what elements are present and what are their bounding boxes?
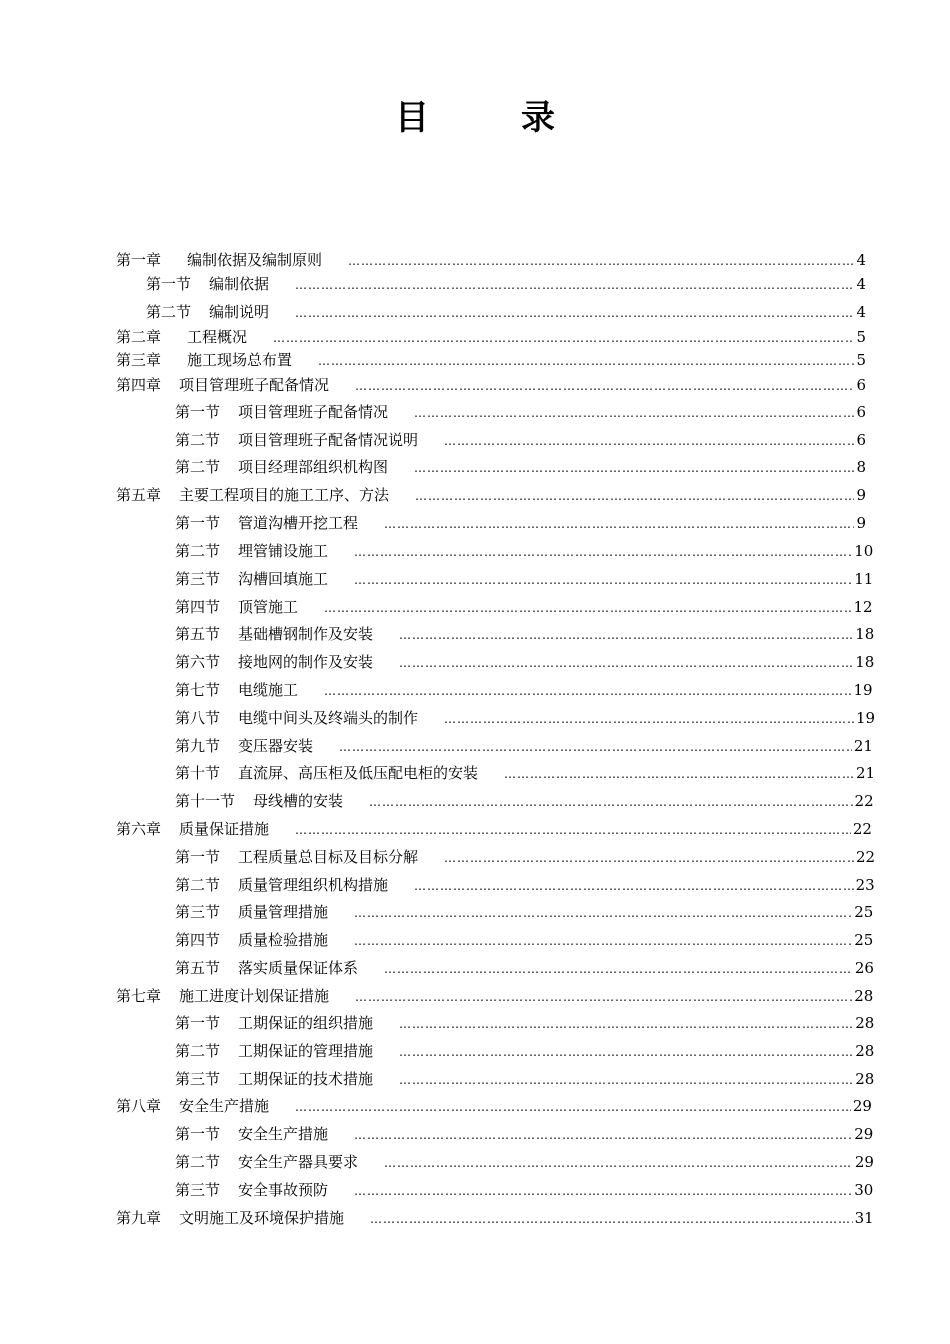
toc-title: 编制依据: [209, 275, 270, 293]
toc-section[interactable]: [146, 273, 866, 295]
toc-page-number: 6: [856, 431, 866, 449]
toc-section[interactable]: [175, 707, 876, 729]
toc-page-number: 5: [856, 328, 866, 346]
toc-title: 落实质量保证体系: [238, 959, 359, 977]
toc-page-number: 4: [856, 251, 866, 269]
toc-title: 质量检验措施: [238, 931, 329, 949]
toc-title: 沟槽回填施工: [238, 570, 329, 588]
toc-title: 编制依据及编制原则: [187, 251, 323, 269]
toc-page-number: 6: [856, 403, 866, 421]
toc-page-number: 8: [856, 458, 866, 476]
toc-title: 工期保证的技术措施: [238, 1070, 374, 1088]
toc-section[interactable]: [175, 1040, 875, 1062]
toc-title: 施工进度计划保证措施: [179, 987, 330, 1005]
toc-title: 文明施工及环境保护措施: [179, 1209, 345, 1227]
toc-section[interactable]: [175, 568, 874, 590]
toc-chapter[interactable]: [116, 374, 866, 396]
toc-title: 安全生产器具要求: [238, 1153, 359, 1171]
toc-leader-dots: [399, 652, 853, 674]
toc-leader-dots: [399, 1069, 853, 1091]
toc-section[interactable]: [175, 1068, 875, 1090]
toc-number: 第四章: [116, 376, 162, 394]
toc-number: 第二节: [175, 1153, 221, 1171]
toc-chapter[interactable]: [116, 1095, 872, 1117]
toc-page-number: 18: [855, 625, 875, 643]
toc-section[interactable]: [175, 1151, 874, 1173]
toc-number: 第二章: [116, 328, 162, 346]
toc-number: 第一节: [175, 1014, 221, 1032]
toc-page-number: 30: [854, 1181, 874, 1199]
toc-leader-dots: [295, 302, 854, 324]
toc-page-number: 9: [856, 486, 866, 504]
toc-leader-dots: [354, 1180, 852, 1202]
toc-number: 第二节: [175, 876, 221, 894]
toc-title: 安全事故预防: [238, 1181, 329, 1199]
toc-leader-dots: [339, 736, 852, 758]
toc-page-number: 21: [856, 764, 876, 782]
toc-page-number: 22: [852, 820, 872, 838]
toc-leader-dots: [384, 513, 854, 535]
toc-page-number: 28: [854, 987, 874, 1005]
toc-number: 第六章: [116, 820, 162, 838]
toc-page-number: 23: [855, 876, 875, 894]
toc-chapter[interactable]: [116, 326, 866, 348]
toc-page-number: 4: [856, 275, 866, 293]
toc-title: 项目管理班子配备情况说明: [238, 431, 419, 449]
toc-page-number: 21: [853, 737, 873, 755]
toc-number: 第十节: [175, 764, 221, 782]
toc-number: 第三节: [175, 903, 221, 921]
toc-title: 电缆施工: [238, 681, 299, 699]
toc-leader-dots: [414, 402, 854, 424]
toc-page-number: 29: [854, 1153, 874, 1171]
toc-section[interactable]: [175, 512, 866, 534]
toc-number: 第一章: [116, 251, 162, 269]
toc-leader-dots: [444, 847, 854, 869]
toc-page-number: 26: [854, 959, 874, 977]
toc-page-number: 18: [855, 653, 875, 671]
toc-number: 第五节: [175, 625, 221, 643]
toc-number: 第五节: [175, 959, 221, 977]
toc-title: 母线槽的安装: [253, 792, 344, 810]
toc-leader-dots: [355, 986, 852, 1008]
toc-page-number: 19: [856, 709, 876, 727]
toc-section[interactable]: [175, 1012, 875, 1034]
toc-section[interactable]: [175, 1123, 874, 1145]
toc-leader-dots: [355, 375, 854, 397]
toc-section[interactable]: [175, 762, 876, 784]
toc-title: 顶管施工: [238, 598, 299, 616]
toc-number: 第二节: [146, 303, 192, 321]
toc-page-number: 29: [852, 1097, 872, 1115]
toc-page-number: 19: [853, 681, 873, 699]
toc-section[interactable]: [175, 401, 866, 423]
toc-title: 电缆中间头及终端头的制作: [238, 709, 419, 727]
toc-section[interactable]: [175, 735, 873, 757]
toc-leader-dots: [354, 902, 852, 924]
toc-leader-dots: [295, 1096, 851, 1118]
toc-number: 第三节: [175, 1070, 221, 1088]
toc-number: 第九章: [116, 1209, 162, 1227]
toc-title: 管道沟槽开挖工程: [238, 514, 359, 532]
toc-page-number: 28: [855, 1014, 875, 1032]
toc-section[interactable]: [175, 846, 876, 868]
toc-chapter[interactable]: [116, 484, 866, 506]
toc-page-number: 22: [854, 792, 874, 810]
toc-section[interactable]: [175, 540, 874, 562]
toc-number: 第一节: [175, 514, 221, 532]
toc-leader-dots: [324, 680, 851, 702]
toc-leader-dots: [444, 708, 854, 730]
toc-title: 工期保证的组织措施: [238, 1014, 374, 1032]
toc-number: 第五章: [116, 486, 162, 504]
toc-title: 质量管理措施: [238, 903, 329, 921]
toc-section[interactable]: [175, 901, 874, 923]
toc-number: 第七章: [116, 987, 162, 1005]
toc-number: 第二节: [175, 458, 221, 476]
toc-chapter[interactable]: [116, 818, 872, 840]
toc-number: 第三节: [175, 1181, 221, 1199]
toc-chapter[interactable]: [116, 1207, 874, 1229]
toc-leader-dots: [384, 1152, 853, 1174]
title-left: 目: [395, 98, 429, 138]
toc-title: 施工现场总布置: [187, 351, 293, 369]
toc-leader-dots: [295, 274, 854, 296]
toc-title: 接地网的制作及安装: [238, 653, 374, 671]
title-right: 录: [521, 98, 555, 138]
toc-chapter[interactable]: [116, 249, 866, 271]
toc-number: 第三节: [175, 570, 221, 588]
toc-leader-dots: [348, 250, 854, 272]
toc-title: 质量管理组织机构措施: [238, 876, 389, 894]
toc-section[interactable]: [175, 1179, 874, 1201]
toc-page-number: 25: [854, 931, 874, 949]
toc-number: 第八章: [116, 1097, 162, 1115]
toc-title: 项目管理班子配备情况: [179, 376, 330, 394]
toc-page-number: 9: [856, 514, 866, 532]
toc-section[interactable]: [175, 874, 875, 896]
toc-leader-dots: [399, 1041, 853, 1063]
toc-number: 第一节: [175, 1125, 221, 1143]
toc-number: 第六节: [175, 653, 221, 671]
toc-number: 第四节: [175, 931, 221, 949]
toc-page-number: 10: [854, 542, 874, 560]
toc-leader-dots: [354, 930, 852, 952]
toc-leader-dots: [370, 1208, 853, 1230]
toc-number: 第二节: [175, 1042, 221, 1060]
toc-section[interactable]: [175, 957, 874, 979]
toc-section[interactable]: [175, 429, 866, 451]
toc-leader-dots: [273, 327, 854, 349]
toc-section[interactable]: [175, 790, 874, 812]
toc-leader-dots: [504, 763, 854, 785]
toc-number: 第二节: [175, 542, 221, 560]
toc-title: 安全生产措施: [238, 1125, 329, 1143]
toc-title: 安全生产措施: [179, 1097, 270, 1115]
toc-title: 工期保证的管理措施: [238, 1042, 374, 1060]
toc-section[interactable]: [175, 623, 875, 645]
toc-number: 第二节: [175, 431, 221, 449]
toc-leader-dots: [414, 875, 854, 897]
toc-leader-dots: [399, 624, 853, 646]
toc-number: 第八节: [175, 709, 221, 727]
toc-leader-dots: [399, 1013, 853, 1035]
toc-leader-dots: [415, 485, 854, 507]
toc-title: 主要工程项目的施工工序、方法: [179, 486, 390, 504]
toc-leader-dots: [384, 958, 853, 980]
toc-chapter[interactable]: [116, 349, 866, 371]
toc-title: 基础槽钢制作及安装: [238, 625, 374, 643]
toc-title: 工程概况: [187, 328, 248, 346]
toc-title: 直流屏、高压柜及低压配电柜的安装: [238, 764, 479, 782]
toc-number: 第十一节: [175, 792, 236, 810]
toc-leader-dots: [318, 350, 854, 372]
toc-title: 工程质量总目标及目标分解: [238, 848, 419, 866]
toc-leader-dots: [295, 819, 851, 841]
toc-page-number: 29: [854, 1125, 874, 1143]
toc-page-number: 28: [855, 1042, 875, 1060]
toc-number: 第七节: [175, 681, 221, 699]
toc-number: 第一节: [146, 275, 192, 293]
toc-page-number: 4: [856, 303, 866, 321]
toc-leader-dots: [354, 569, 852, 591]
toc-page-number: 12: [853, 598, 873, 616]
toc-page-number: 25: [854, 903, 874, 921]
toc-section[interactable]: [175, 456, 866, 478]
toc-title: 编制说明: [209, 303, 270, 321]
toc-page-number: 28: [855, 1070, 875, 1088]
toc-section[interactable]: [175, 929, 874, 951]
toc-section[interactable]: [146, 301, 866, 323]
toc-number: 第四节: [175, 598, 221, 616]
toc-leader-dots: [369, 791, 853, 813]
toc-section[interactable]: [175, 679, 873, 701]
toc-section[interactable]: [175, 596, 873, 618]
toc-title: 质量保证措施: [179, 820, 270, 838]
toc-number: 第三章: [116, 351, 162, 369]
toc-page-number: 5: [856, 351, 866, 369]
toc-title: 项目经理部组织机构图: [238, 458, 389, 476]
toc-number: 第九节: [175, 737, 221, 755]
toc-leader-dots: [354, 541, 852, 563]
toc-page-number: 22: [856, 848, 876, 866]
toc-title: 变压器安装: [238, 737, 314, 755]
toc-leader-dots: [354, 1124, 852, 1146]
toc-leader-dots: [444, 430, 854, 452]
toc-number: 第一节: [175, 403, 221, 421]
toc-title: 项目管理班子配备情况: [238, 403, 389, 421]
toc-leader-dots: [414, 457, 854, 479]
toc-page-number: 11: [854, 570, 874, 588]
toc-page-number: 6: [856, 376, 866, 394]
toc-section[interactable]: [175, 651, 875, 673]
toc-leader-dots: [324, 597, 851, 619]
toc-chapter[interactable]: [116, 985, 874, 1007]
toc-page-number: 31: [854, 1209, 874, 1227]
toc-number: 第一节: [175, 848, 221, 866]
toc-title: 埋管铺设施工: [238, 542, 329, 560]
